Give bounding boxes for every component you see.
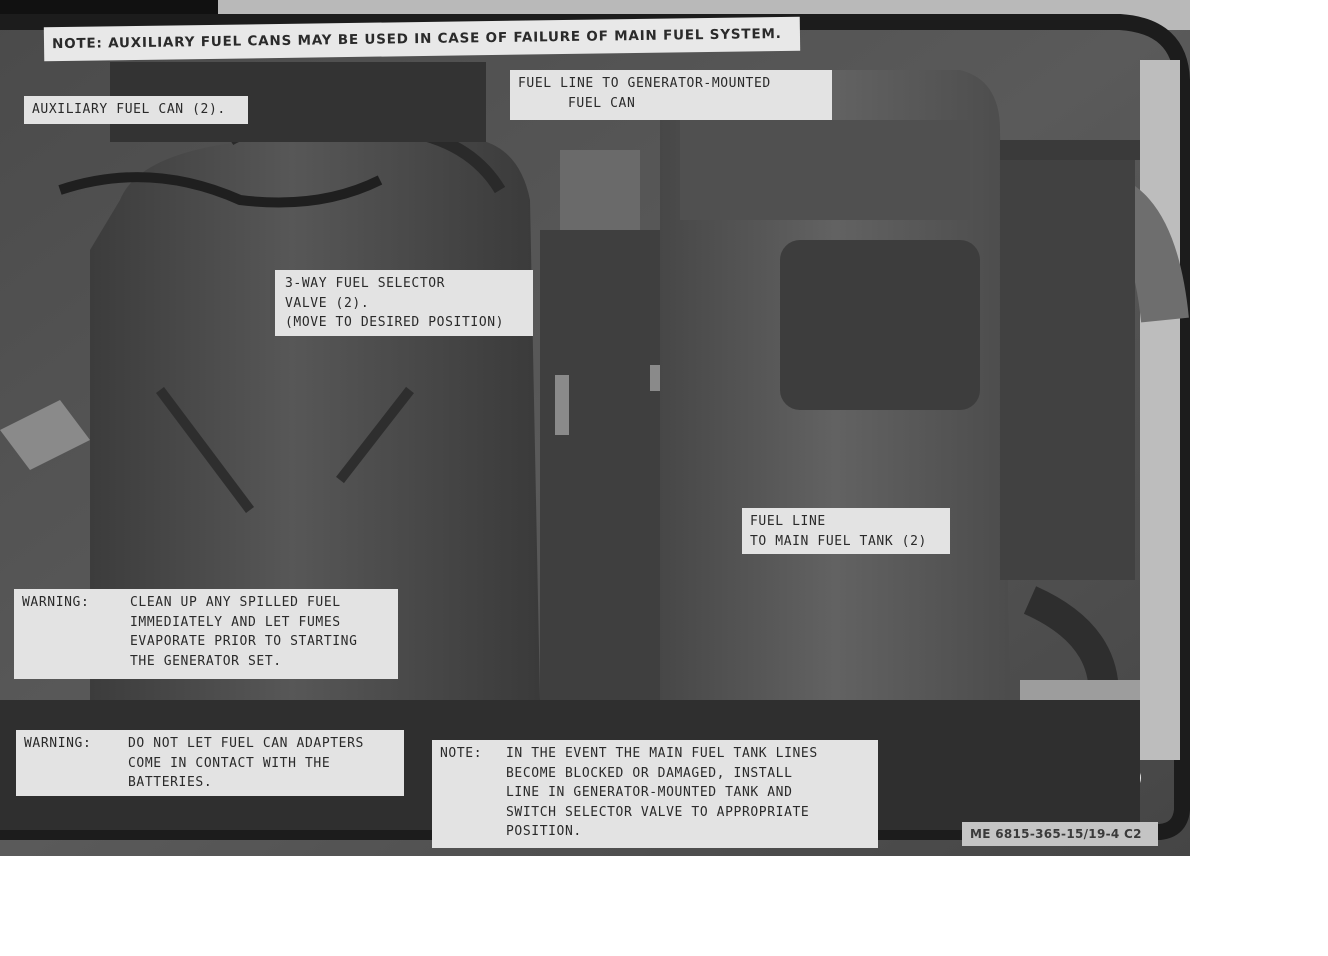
fuel-line-to-generator-can-label	[510, 70, 832, 120]
callout-line: FUEL LINE TO GENERATOR-MOUNTED	[518, 76, 771, 91]
fuel-line-to-main-tank-label	[742, 508, 950, 554]
warning-line: DO NOT LET FUEL CAN ADAPTERS	[128, 736, 364, 751]
warning-label: WARNING:	[24, 736, 92, 751]
figure-id: ME 6815-365-15/19-4 C2	[962, 822, 1158, 846]
warning-line: IMMEDIATELY AND LET FUMES	[130, 614, 341, 630]
callout-line: (MOVE TO DESIRED POSITION)	[285, 315, 505, 330]
note-line: IN THE EVENT THE MAIN FUEL TANK LINES	[506, 746, 818, 761]
auxiliary-fuel-can-label	[24, 96, 248, 124]
warning-body	[130, 593, 358, 671]
note-line: POSITION.	[506, 824, 582, 839]
warning-body	[128, 734, 364, 793]
callout-line: FUEL LINE	[750, 514, 826, 529]
callout-line: FUEL CAN	[568, 95, 636, 111]
note-label: NOTE:	[440, 746, 483, 761]
note-line: SWITCH SELECTOR VALVE TO APPROPRIATE	[506, 804, 810, 820]
warning-line: THE GENERATOR SET.	[130, 653, 282, 669]
callout-line: TO MAIN FUEL TANK (2)	[750, 533, 927, 549]
warning-line: EVAPORATE PRIOR TO STARTING	[130, 634, 358, 649]
note-line: BECOME BLOCKED OR DAMAGED, INSTALL	[506, 765, 793, 781]
auxiliary-fuel-can-text: AUXILIARY FUEL CAN (2).	[32, 102, 226, 117]
blocked-lines-note	[432, 740, 878, 848]
callout-line: 3-WAY FUEL SELECTOR	[285, 276, 446, 291]
note-body	[506, 744, 818, 842]
warning-line: BATTERIES.	[128, 775, 213, 790]
spilled-fuel-warning	[14, 589, 398, 679]
callout-line: VALVE (2).	[285, 295, 370, 311]
adapter-contact-warning	[16, 730, 404, 796]
warning-line: COME IN CONTACT WITH THE	[128, 755, 331, 771]
auxiliary-fuel-note-text: NOTE: AUXILIARY FUEL CANS MAY BE USED IN CASE OF FAILURE OF MAIN FUEL SYSTEM.	[51, 25, 782, 53]
note-line: LINE IN GENERATOR-MOUNTED TANK AND	[506, 785, 793, 800]
fuel-selector-valve-label	[275, 270, 533, 336]
warning-label: WARNING:	[22, 595, 90, 610]
warning-line: CLEAN UP ANY SPILLED FUEL	[130, 595, 341, 610]
